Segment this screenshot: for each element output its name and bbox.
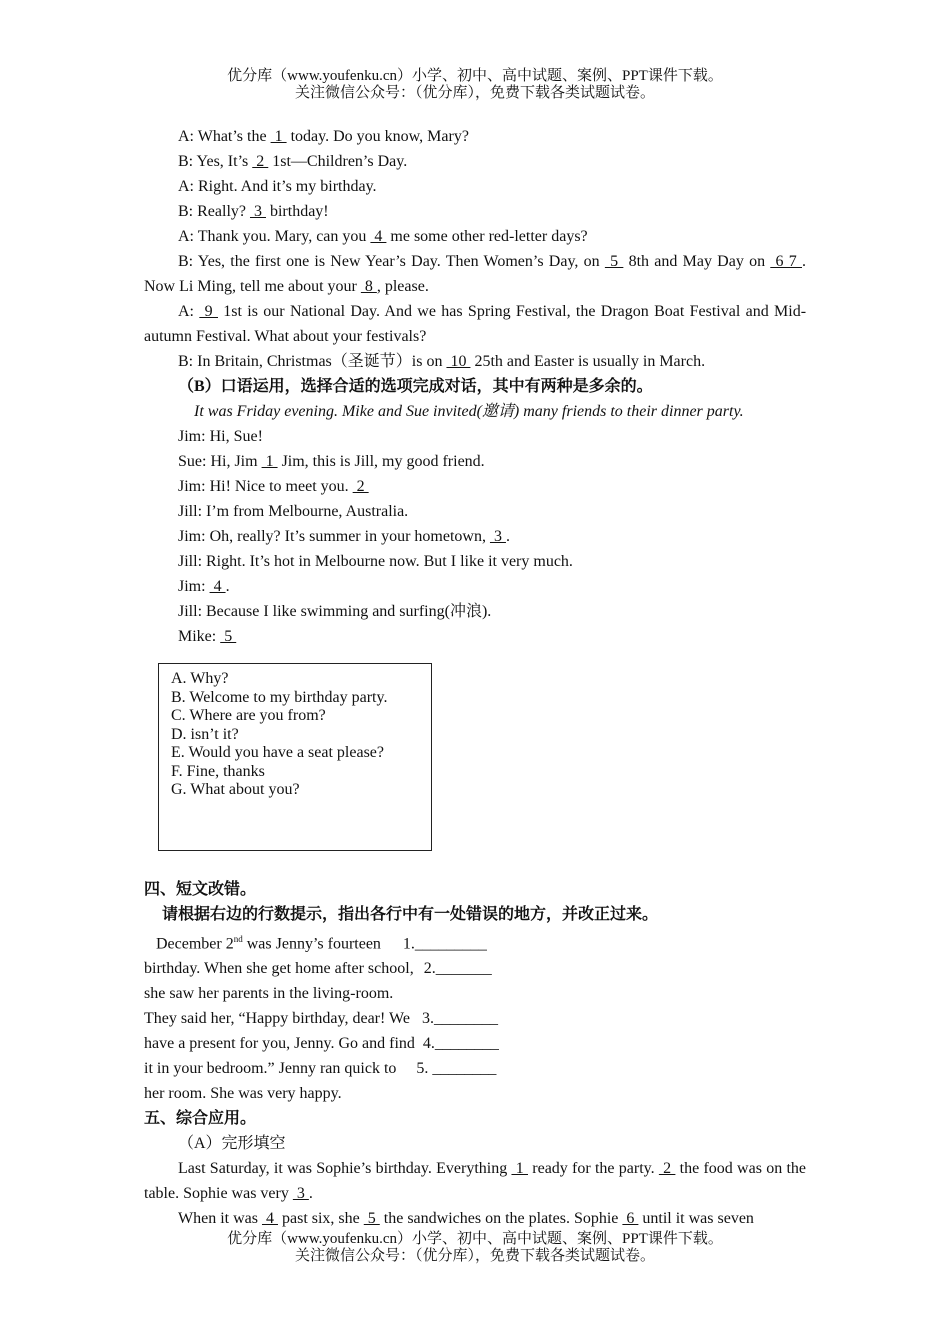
correction-line: December 2nd was Jenny’s fourteen 1._________ xyxy=(156,934,487,953)
correction-line: it in your bedroom.” Jenny ran quick to 5. ________ xyxy=(144,1060,497,1078)
blank: 5 xyxy=(220,628,237,645)
dialog-b-line: Jill: Because I like swimming and surfing(冲浪). xyxy=(178,603,492,620)
option-item: G. What about you? xyxy=(171,781,300,798)
correction-line: birthday. When she get home after school, 2._______ xyxy=(144,960,492,978)
blank: 4 xyxy=(261,1210,278,1228)
option-item: C. Where are you from? xyxy=(171,707,326,724)
answer-blank: _______ xyxy=(435,960,492,978)
dialog-a-line: B: Yes, the first one is New Year’s Day. Then Women’s Day, on 5 8th and May Day on 6 7 . Now Li Ming, tell me about your 8 , please. xyxy=(144,253,806,295)
section-4-title: 四、短文改错。 xyxy=(144,881,257,898)
footer-line-2: 关注微信公众号：（优分库），免费下载各类试题试卷。 xyxy=(294,1248,655,1264)
dialog-b-line: Jill: I’m from Melbourne, Australia. xyxy=(178,503,409,520)
dialog-b-line: Jill: Right. It’s hot in Melbourne now. But I like it very much. xyxy=(178,553,573,570)
section-5-title: 五、综合应用。 xyxy=(144,1110,257,1128)
blank: 3 xyxy=(489,528,506,545)
blank: 1 xyxy=(511,1160,528,1178)
answer-blank: ________ xyxy=(434,1035,499,1053)
dialog-a-line: B: In Britain, Christmas（圣诞节）is on 10 25th and Easter is usually in March. xyxy=(178,353,706,370)
cloze-paragraph: When it was 4 past six, she 5 the sandwiches on the plates. Sophie 6 until it was seven xyxy=(178,1210,754,1228)
page-header xyxy=(0,68,950,102)
blank: 3 xyxy=(249,203,266,220)
section-5-subtitle: （A）完形填空 xyxy=(178,1135,286,1153)
blank: 3 xyxy=(292,1185,309,1203)
correction-line: her room. She was very happy. xyxy=(144,1085,342,1103)
blank: 5 xyxy=(363,1210,380,1228)
cloze-paragraph: Last Saturday, it was Sophie’s birthday. Everything 1 ready for the party. 2 the food was on the table. Sophie was very 3 . xyxy=(144,1160,807,1203)
answer-blank: ________ xyxy=(428,1060,497,1078)
header-line-2: 关注微信公众号：（优分库），免费下载各类试题试卷。 xyxy=(294,85,655,101)
correction-line: she saw her parents in the living-room. xyxy=(144,985,394,1003)
correction-line: They said her, “Happy birthday, dear! We 3.________ xyxy=(144,1010,498,1028)
section-b-intro: It was Friday evening. Mike and Sue invited(邀请) many friends to their dinner party. xyxy=(194,403,744,420)
dialog-a-line: A: 9 1st is our National Day. And we has Spring Festival, the Dragon Boat Festival and Mid-autumn Festival. What about your festivals? xyxy=(144,303,807,345)
dialog-a-line: B: Really? 3 birthday! xyxy=(178,203,329,220)
blank: 2 xyxy=(658,1160,676,1178)
blank: 1 xyxy=(261,453,278,470)
blank: 6 7 xyxy=(770,253,802,270)
blank: 1 xyxy=(270,128,287,145)
dialog-a-line: A: Right. And it’s my birthday. xyxy=(178,178,377,195)
option-item: A. Why? xyxy=(171,670,229,687)
dialog-b-line: Jim: 4 . xyxy=(178,578,230,595)
dialog-b-line: Jim: Oh, really? It’s summer in your hometown, 3 . xyxy=(178,528,510,545)
blank: 9 xyxy=(199,303,218,320)
header-line-1: 优分库（www.youfenku.cn）小学、初中、高中试题、案例、PPT课件下载。 xyxy=(227,68,723,84)
blank: 4 xyxy=(370,228,387,245)
blank: 4 xyxy=(209,578,226,595)
blank: 8 xyxy=(360,278,377,295)
dialog-b-line: Jim: Hi! Nice to meet you. 2 xyxy=(178,478,369,495)
dialog-a-line: B: Yes, It’s 2 1st—Children’s Day. xyxy=(178,153,408,170)
option-item: E. Would you have a seat please? xyxy=(171,744,385,761)
page-footer xyxy=(0,1231,950,1265)
blank: 2 xyxy=(352,478,369,495)
section-4-instruction: 请根据右边的行数提示，指出各行中有一处错误的地方，并改正过来。 xyxy=(162,906,659,923)
blank: 10 xyxy=(446,353,471,370)
correction-line: have a present for you, Jenny. Go and find 4.________ xyxy=(144,1035,499,1053)
blank: 5 xyxy=(604,253,624,270)
footer-line-1: 优分库（www.youfenku.cn）小学、初中、高中试题、案例、PPT课件下载。 xyxy=(227,1231,723,1247)
option-item: D. isn’t it? xyxy=(171,725,239,743)
main-content xyxy=(144,124,806,1231)
dialog-b-line: Sue: Hi, Jim 1 Jim, this is Jill, my good friend. xyxy=(178,453,485,470)
dialog-a-line: A: What’s the 1 today. Do you know, Mary? xyxy=(178,128,469,145)
option-item: B. Welcome to my birthday party. xyxy=(171,688,388,706)
options-box xyxy=(158,663,432,851)
blank: 2 xyxy=(252,153,269,170)
dialog-a-line: A: Thank you. Mary, can you 4 me some other red-letter days? xyxy=(178,228,588,245)
option-item: F. Fine, thanks xyxy=(171,762,265,780)
answer-blank: _________ xyxy=(414,935,487,953)
dialog-b-line: Mike: 5 xyxy=(178,628,237,645)
dialog-b-line: Jim: Hi, Sue! xyxy=(178,428,263,445)
blank: 6 xyxy=(622,1210,639,1228)
section-b-title: （B）口语运用，选择合适的选项完成对话，其中有两种是多余的。 xyxy=(178,378,653,395)
answer-blank: ________ xyxy=(433,1010,498,1028)
